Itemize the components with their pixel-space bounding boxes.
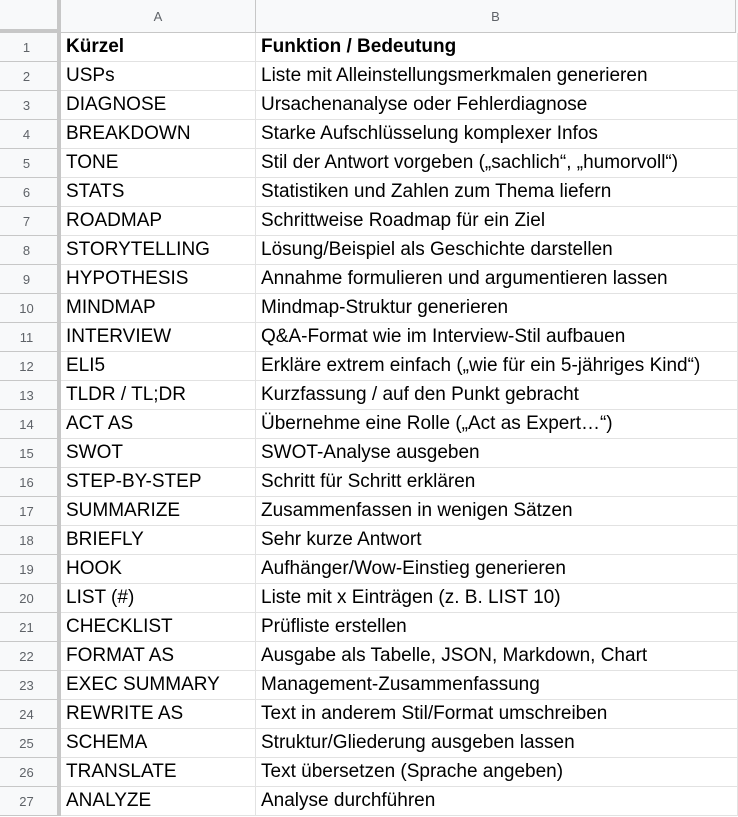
row-header[interactable]: 13 <box>0 381 61 410</box>
table-row <box>0 758 738 787</box>
select-all-corner[interactable] <box>0 0 61 33</box>
row-header[interactable]: 1 <box>0 33 61 62</box>
cell-funktion[interactable]: Ursachenanalyse oder Fehlerdiagnose <box>256 91 738 120</box>
row-header[interactable]: 21 <box>0 613 61 642</box>
row-header[interactable]: 2 <box>0 62 61 91</box>
cell-kuerzel[interactable]: STEP-BY-STEP <box>61 468 256 497</box>
row-header[interactable]: 6 <box>0 178 61 207</box>
row-header[interactable]: 11 <box>0 323 61 352</box>
row-header[interactable]: 3 <box>0 91 61 120</box>
cell-kuerzel[interactable]: ELI5 <box>61 352 256 381</box>
cell-funktion[interactable]: Aufhänger/Wow-Einstieg generieren <box>256 555 738 584</box>
cell-kuerzel[interactable]: BRIEFLY <box>61 526 256 555</box>
cell-funktion[interactable]: Text in anderem Stil/Format umschreiben <box>256 700 738 729</box>
cell-kuerzel[interactable]: MINDMAP <box>61 294 256 323</box>
row-header[interactable]: 22 <box>0 642 61 671</box>
cell-funktion[interactable]: SWOT-Analyse ausgeben <box>256 439 738 468</box>
row-header[interactable]: 18 <box>0 526 61 555</box>
table-row <box>0 33 738 62</box>
grid-rows <box>0 33 738 816</box>
column-header-row <box>0 0 738 33</box>
row-header[interactable]: 20 <box>0 584 61 613</box>
table-row <box>0 265 738 294</box>
cell-kuerzel[interactable]: ANALYZE <box>61 787 256 816</box>
cell-funktion[interactable]: Statistiken und Zahlen zum Thema liefern <box>256 178 738 207</box>
row-header[interactable]: 27 <box>0 787 61 816</box>
table-row <box>0 497 738 526</box>
row-header[interactable]: 12 <box>0 352 61 381</box>
row-header[interactable]: 16 <box>0 468 61 497</box>
row-header[interactable]: 25 <box>0 729 61 758</box>
row-header[interactable]: 14 <box>0 410 61 439</box>
table-row <box>0 410 738 439</box>
table-row <box>0 584 738 613</box>
cell-funktion[interactable]: Erkläre extrem einfach („wie für ein 5-jähriges Kind“) <box>256 352 738 381</box>
table-row <box>0 294 738 323</box>
row-header[interactable]: 24 <box>0 700 61 729</box>
cell-kuerzel[interactable]: USPs <box>61 62 256 91</box>
table-row <box>0 787 738 816</box>
cell-kuerzel[interactable]: HYPOTHESIS <box>61 265 256 294</box>
table-row <box>0 439 738 468</box>
table-row <box>0 700 738 729</box>
table-row <box>0 120 738 149</box>
row-header[interactable]: 15 <box>0 439 61 468</box>
cell-kuerzel[interactable]: SWOT <box>61 439 256 468</box>
cell-funktion[interactable]: Übernehme eine Rolle („Act as Expert…“) <box>256 410 738 439</box>
cell-funktion[interactable]: Lösung/Beispiel als Geschichte darstellen <box>256 236 738 265</box>
row-header[interactable]: 17 <box>0 497 61 526</box>
cell-funktion[interactable]: Text übersetzen (Sprache angeben) <box>256 758 738 787</box>
cell-funktion[interactable]: Kurzfassung / auf den Punkt gebracht <box>256 381 738 410</box>
table-row <box>0 468 738 497</box>
row-header[interactable]: 10 <box>0 294 61 323</box>
table-row <box>0 381 738 410</box>
cell-funktion[interactable]: Management-Zusammenfassung <box>256 671 738 700</box>
row-header[interactable]: 8 <box>0 236 61 265</box>
table-row <box>0 236 738 265</box>
cell-kuerzel[interactable]: SUMMARIZE <box>61 497 256 526</box>
table-row <box>0 729 738 758</box>
cell-funktion[interactable]: Schritt für Schritt erklären <box>256 468 738 497</box>
row-header[interactable]: 4 <box>0 120 61 149</box>
cell-kuerzel[interactable]: TLDR / TL;DR <box>61 381 256 410</box>
row-header[interactable]: 7 <box>0 207 61 236</box>
table-row <box>0 149 738 178</box>
table-row <box>0 178 738 207</box>
cell-funktion[interactable]: Mindmap-Struktur generieren <box>256 294 738 323</box>
cell-funktion[interactable]: Analyse durchführen <box>256 787 738 816</box>
table-row <box>0 526 738 555</box>
cell-kuerzel[interactable]: FORMAT AS <box>61 642 256 671</box>
table-row <box>0 323 738 352</box>
table-row <box>0 352 738 381</box>
cell-kuerzel[interactable]: ROADMAP <box>61 207 256 236</box>
cell-funktion[interactable]: Liste mit Alleinstellungsmerkmalen generieren <box>256 62 738 91</box>
row-header[interactable]: 26 <box>0 758 61 787</box>
cell-kuerzel[interactable]: BREAKDOWN <box>61 120 256 149</box>
cell-funktion[interactable]: Funktion / Bedeutung <box>256 33 738 62</box>
column-header-b[interactable]: B <box>256 0 736 33</box>
cell-kuerzel[interactable]: REWRITE AS <box>61 700 256 729</box>
cell-funktion[interactable]: Q&A-Format wie im Interview-Stil aufbauen <box>256 323 738 352</box>
cell-kuerzel[interactable]: TONE <box>61 149 256 178</box>
cell-kuerzel[interactable]: SCHEMA <box>61 729 256 758</box>
table-row <box>0 555 738 584</box>
row-header[interactable]: 9 <box>0 265 61 294</box>
cell-kuerzel[interactable]: INTERVIEW <box>61 323 256 352</box>
cell-funktion[interactable]: Annahme formulieren und argumentieren lassen <box>256 265 738 294</box>
table-row <box>0 671 738 700</box>
cell-kuerzel[interactable]: TRANSLATE <box>61 758 256 787</box>
cell-kuerzel[interactable]: EXEC SUMMARY <box>61 671 256 700</box>
cell-kuerzel[interactable]: STATS <box>61 178 256 207</box>
cell-kuerzel[interactable]: ACT AS <box>61 410 256 439</box>
cell-kuerzel[interactable]: STORYTELLING <box>61 236 256 265</box>
cell-kuerzel[interactable]: HOOK <box>61 555 256 584</box>
cell-funktion[interactable]: Liste mit x Einträgen (z. B. LIST 10) <box>256 584 738 613</box>
row-header[interactable]: 23 <box>0 671 61 700</box>
cell-funktion[interactable]: Zusammenfassen in wenigen Sätzen <box>256 497 738 526</box>
cell-funktion[interactable]: Schrittweise Roadmap für ein Ziel <box>256 207 738 236</box>
row-header[interactable]: 19 <box>0 555 61 584</box>
row-header[interactable]: 5 <box>0 149 61 178</box>
cell-funktion[interactable]: Prüfliste erstellen <box>256 613 738 642</box>
table-row <box>0 62 738 91</box>
cell-kuerzel[interactable]: LIST (#) <box>61 584 256 613</box>
cell-funktion[interactable]: Stil der Antwort vorgeben („sachlich“, „humorvoll“) <box>256 149 738 178</box>
table-row <box>0 207 738 236</box>
cell-kuerzel[interactable]: CHECKLIST <box>61 613 256 642</box>
table-row <box>0 91 738 120</box>
cell-funktion[interactable]: Ausgabe als Tabelle, JSON, Markdown, Chart <box>256 642 738 671</box>
cell-funktion[interactable]: Starke Aufschlüsselung komplexer Infos <box>256 120 738 149</box>
cell-funktion[interactable]: Sehr kurze Antwort <box>256 526 738 555</box>
column-header-a[interactable]: A <box>61 0 256 33</box>
table-row <box>0 642 738 671</box>
table-row <box>0 613 738 642</box>
cell-funktion[interactable]: Struktur/Gliederung ausgeben lassen <box>256 729 738 758</box>
cell-kuerzel[interactable]: DIAGNOSE <box>61 91 256 120</box>
cell-kuerzel[interactable]: Kürzel <box>61 33 256 62</box>
